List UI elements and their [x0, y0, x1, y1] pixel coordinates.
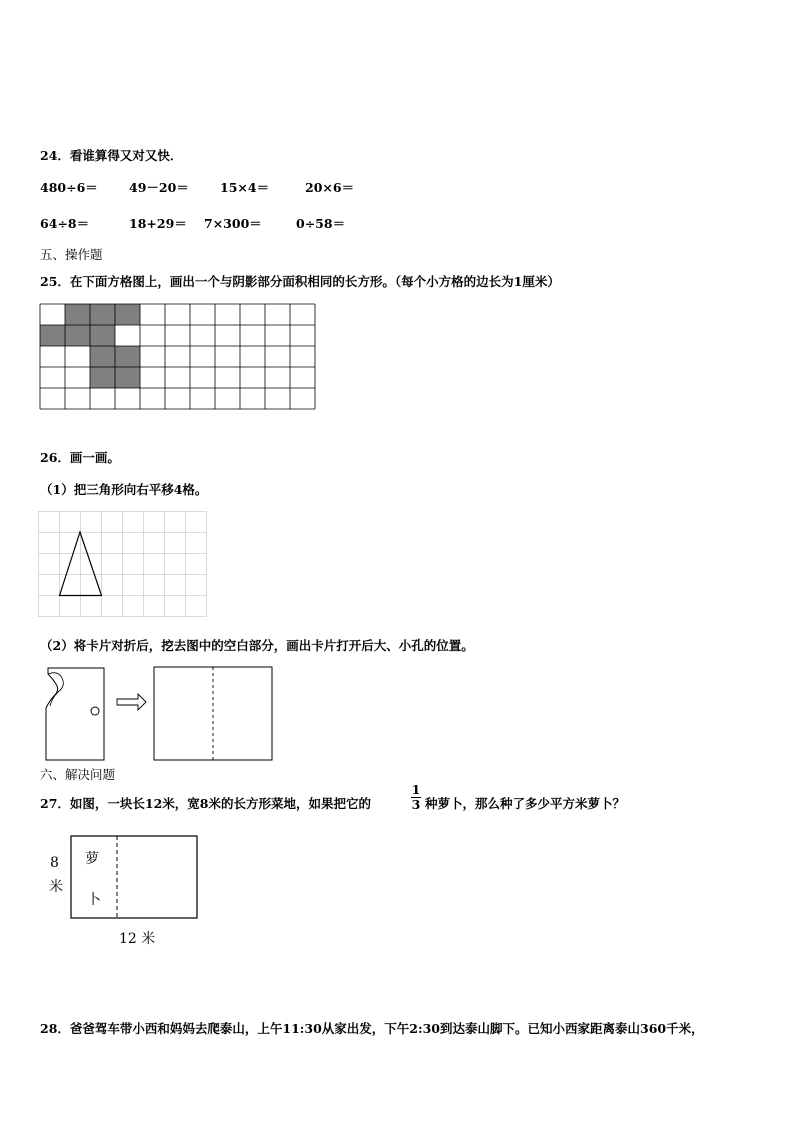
crop-label-2: 卜 [87, 892, 101, 908]
right-arrow-icon [117, 694, 146, 710]
q26-part2: （2）将卡片对折后，挖去图中的空白部分，画出卡片打开后大、小孔的位置。 [40, 638, 474, 653]
q24-expr: 15×4＝ [220, 180, 270, 195]
shaded-cell [65, 325, 90, 346]
width-label-number: 8 [50, 855, 59, 871]
q26-title: 26．画一画。 [40, 450, 120, 465]
q27-text-before: 27．如图，一块长12米，宽8米的长方形菜地，如果把它的 [40, 796, 371, 811]
width-label-unit: 米 [49, 879, 63, 895]
shaded-cell [90, 304, 115, 325]
small-hole-circle [91, 707, 99, 715]
q25-title: 25．在下面方格图上，画出一个与阴影部分面积相同的长方形。（每个小方格的边长为1厘米） [40, 274, 560, 289]
fraction-numerator: 1 [411, 782, 421, 797]
length-label: 12 米 [119, 931, 156, 947]
crop-label-1: 萝 [85, 851, 99, 867]
q24-expr: 7×300＝ [204, 216, 262, 231]
fraction-denominator: 3 [411, 797, 421, 812]
q27-text-after: 种萝卜，那么种了多少平方米萝卜？ [425, 796, 626, 811]
shaded-cell [115, 346, 140, 367]
q24-title: 24．看谁算得又对又快． [40, 148, 183, 163]
shaded-cell [90, 367, 115, 388]
folded-card-figure [40, 660, 280, 762]
q28-text: 28．爸爸驾车带小西和妈妈去爬泰山，上午11:30从家出发，下午2:30到达泰山脚下。已知小西家距离泰山360千米， [40, 1021, 704, 1036]
shaded-cell [90, 325, 115, 346]
q24-expr: 49－20＝ [129, 180, 189, 195]
shaded-cell [90, 346, 115, 367]
section-six-title: 六、解决问题 [40, 767, 116, 782]
shaded-cell [40, 325, 65, 346]
q24-expr: 0÷58＝ [296, 216, 346, 231]
shaded-cell [65, 304, 90, 325]
q26-part1: （1）把三角形向右平移4格。 [40, 482, 208, 497]
q24-expr: 20×6＝ [305, 180, 355, 195]
q27-fraction [411, 783, 421, 812]
folded-card-shape [46, 668, 104, 760]
q24-expr: 480÷6＝ [40, 180, 98, 195]
q24-expr: 18+29＝ [129, 216, 187, 231]
section-five-title: 五、操作题 [40, 247, 103, 262]
shaded-cell [115, 367, 140, 388]
q24-expr: 64÷8＝ [40, 216, 90, 231]
square-grid-figure [39, 303, 316, 430]
shaded-cell [115, 304, 140, 325]
triangle-grid-figure [38, 511, 208, 618]
